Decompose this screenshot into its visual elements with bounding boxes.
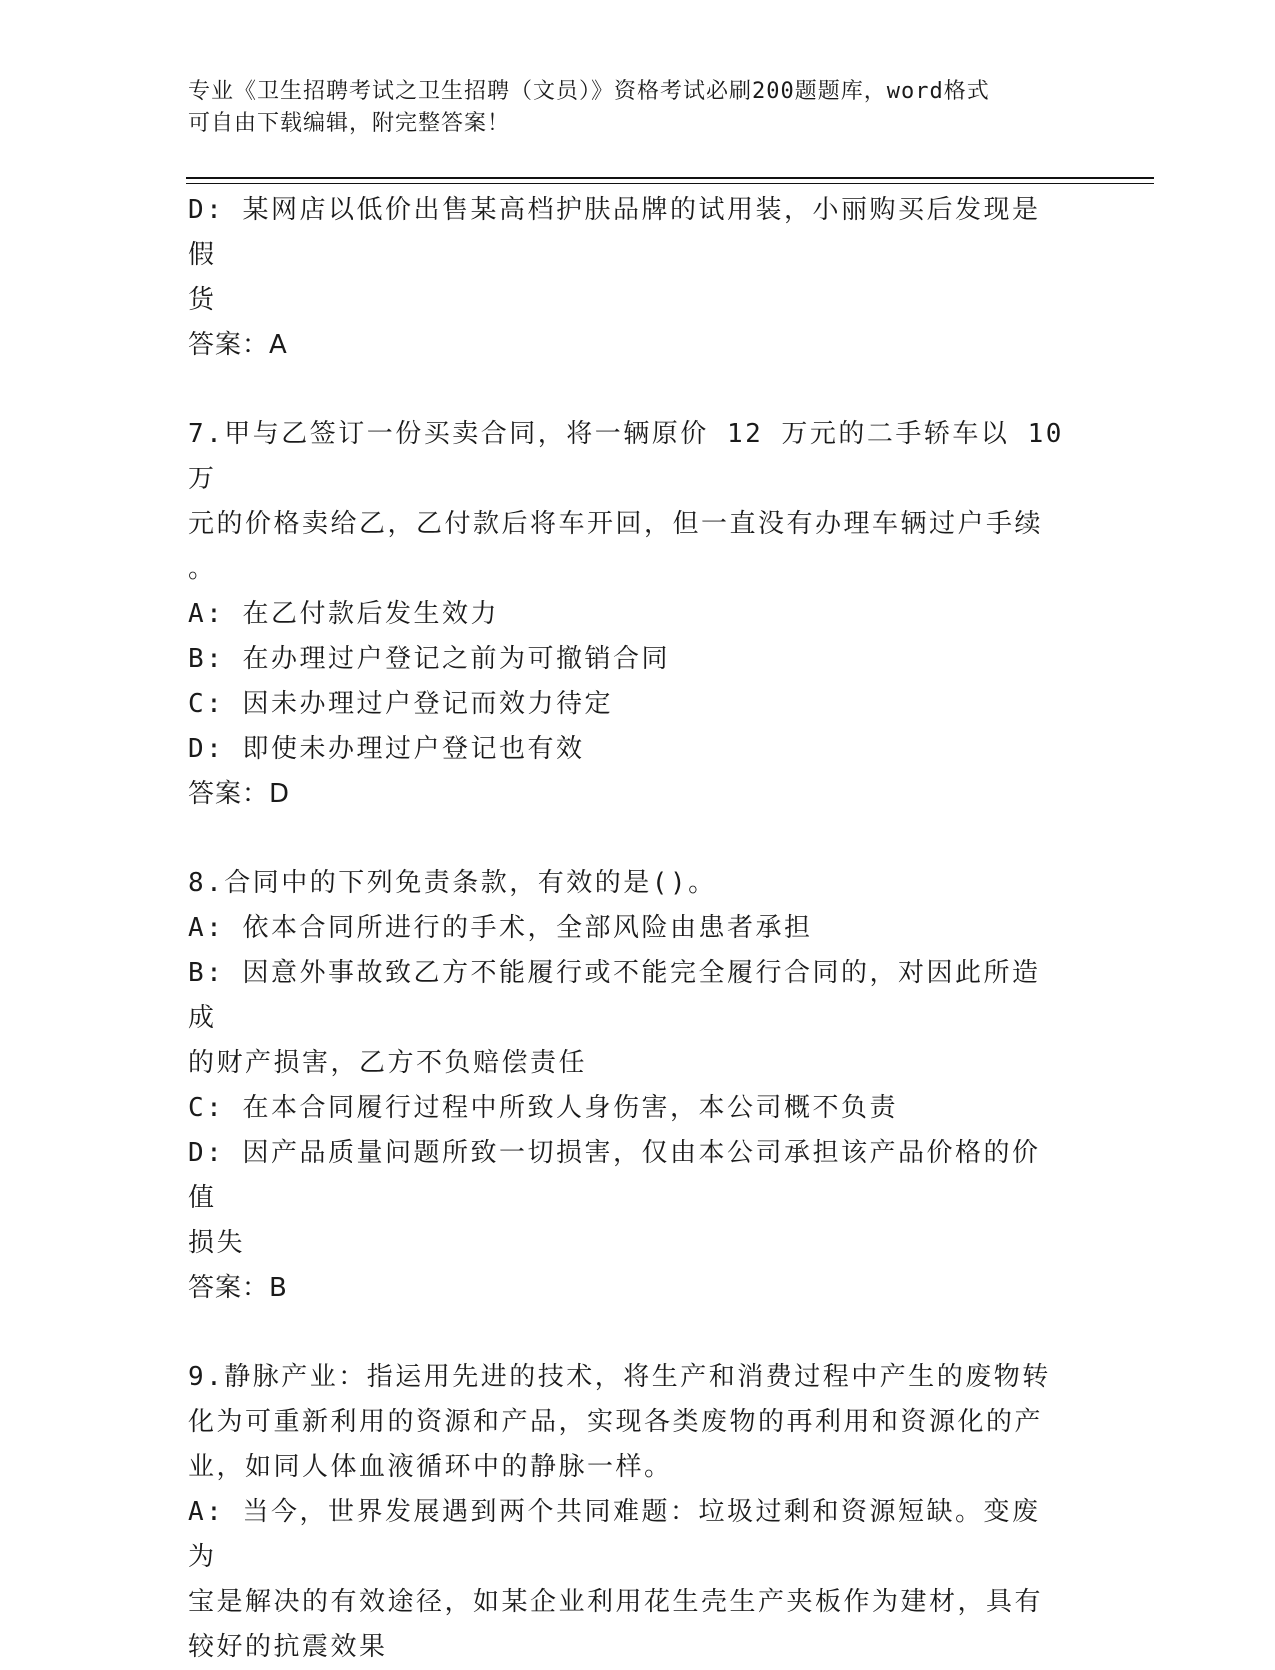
q6-option-d-line-2: 货 [188, 285, 217, 315]
question-9-block [188, 1355, 1068, 1670]
header-divider-thin [186, 183, 1154, 184]
q7-stem-line-1: 7.甲与乙签订一份买卖合同，将一辆原价 12 万元的二手轿车以 10 万 [188, 419, 1083, 494]
q8-stem: 8.合同中的下列免责条款，有效的是()。 [188, 868, 717, 898]
spacer [188, 368, 1068, 412]
question-content [188, 188, 1083, 1670]
header-divider-thick [186, 177, 1154, 179]
q8-option-c: C: 在本合同履行过程中所致人身伤害，本公司概不负责 [188, 1093, 898, 1123]
q7-stem-line-3: 。 [188, 554, 217, 584]
q7-option-d: D: 即使未办理过户登记也有效 [188, 734, 585, 764]
question-8-block [188, 861, 1068, 1311]
q9-stem-line-2: 化为可重新利用的资源和产品，实现各类废物的再利用和资源化的产 [188, 1407, 1044, 1437]
q7-option-a: A: 在乙付款后发生效力 [188, 599, 499, 629]
q7-option-c: C: 因未办理过户登记而效力待定 [188, 689, 613, 719]
q7-stem-line-2: 元的价格卖给乙，乙付款后将车开回，但一直没有办理车辆过户手续 [188, 509, 1044, 539]
question-6-block [188, 188, 1068, 368]
q8-option-d-line-2: 损失 [188, 1228, 246, 1258]
q8-option-b-line-2: 的财产损害，乙方不负赔偿责任 [188, 1048, 588, 1078]
document-header [188, 76, 1068, 140]
q6-option-d-line-1: D: 某网店以低价出售某高档护肤品牌的试用装，小丽购买后发现是假 [188, 195, 1041, 270]
q8-answer: 答案：B [188, 1273, 288, 1303]
question-7-block [188, 412, 1083, 817]
q8-option-a: A: 依本合同所进行的手术，全部风险由患者承担 [188, 913, 813, 943]
q8-option-d-line-1: D: 因产品质量问题所致一切损害，仅由本公司承担该产品价格的价值 [188, 1138, 1041, 1213]
q9-option-a-line-1: A: 当今，世界发展遇到两个共同难题：垃圾过剩和资源短缺。变废为 [188, 1497, 1041, 1572]
q9-option-a-line-3: 较好的抗震效果 [188, 1632, 388, 1662]
q7-answer: 答案：D [188, 779, 291, 809]
spacer [188, 817, 1068, 861]
spacer [188, 1311, 1068, 1355]
header-title-line-2: 可自由下载编辑，附完整答案！ [188, 111, 511, 136]
q8-option-b-line-1: B: 因意外事故致乙方不能履行或不能完全履行合同的，对因此所造成 [188, 958, 1041, 1033]
q9-option-a-line-2: 宝是解决的有效途径，如某企业利用花生壳生产夹板作为建材，具有 [188, 1587, 1044, 1617]
q6-answer: 答案：A [188, 330, 288, 360]
q7-option-b: B: 在办理过户登记之前为可撤销合同 [188, 644, 670, 674]
q9-stem-line-1: 9.静脉产业：指运用先进的技术，将生产和消费过程中产生的废物转 [188, 1362, 1051, 1392]
header-title-line-1: 专业《卫生招聘考试之卫生招聘（文员）》资格考试必刷200题题库，word格式 [188, 79, 990, 104]
q9-stem-line-3: 业，如同人体血液循环中的静脉一样。 [188, 1452, 673, 1482]
